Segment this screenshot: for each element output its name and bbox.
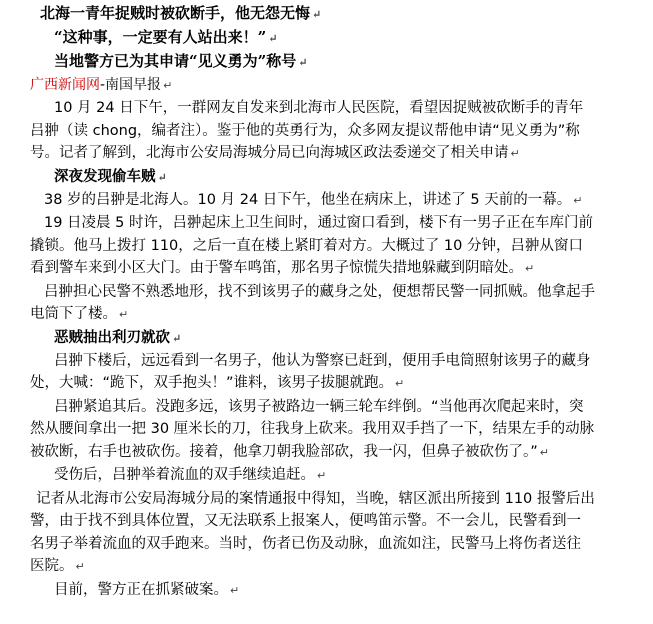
body-paragraph: 19 日凌晨 5 时许，吕翀起床上卫生间时，通过窗口看到，楼下有一男子正在车库门前撬锁。他马上拨打 110，之后一直在楼上紧盯着对方。大概过了 10 分钟，吕翀从窗口看到警车来到小区大门。由于警车鸣笛，那名男子惊慌失措地躲藏到阴暗处。 ↵ [30,215,594,276]
paragraph-mark-icon: ↵ [157,170,167,184]
paragraph-mark-icon: ↵ [539,445,549,459]
paragraph-mark-icon: ↵ [312,8,322,21]
headline-quote: “这种事，一定要有人站出来！” ↵ [54,28,278,46]
subheading-2: 恶贼抽出利刃就砍 ↵ [54,328,182,346]
body-paragraph: 记者从北海市公安局海城分局的案情通报中得知，当晚，辖区派出所接到 110 报警后出警，由于找不到具体位置，又无法联系上报案人，便鸣笛示警。不一会儿，民警看到一名男子举着流血的双手跑来。当时，伤者已伤及动脉，血流如注，民警马上将伤者送往医院。 ↵ [30,490,595,574]
paragraph-mark-icon: ↵ [268,32,278,45]
body-paragraph: 吕翀下楼后，远远看到一名男子，他认为警察已赶到，便用手电筒照射该男子的藏身处，大喊：“跪下，双手抱头！”谁料，该男子拔腿就跑。 ↵ [30,352,591,391]
paragraph-mark-icon: ↵ [172,331,182,345]
paragraph-mark-icon: ↵ [298,56,308,69]
paragraph-mark-icon: ↵ [119,308,129,321]
source-site-link[interactable]: 广西新闻网 [30,77,100,93]
paragraph-mark-icon: ↵ [395,377,405,390]
paragraph-mark-icon: ↵ [230,583,240,597]
paragraph-mark-icon: ↵ [573,193,583,207]
body-paragraph: 受伤后，吕翀举着流血的双手继续追赶。 ↵ [54,467,327,483]
headline-main: 北海一青年捉贼时被砍断手，他无怨无悔 ↵ [40,4,322,22]
source-line [30,74,595,97]
body-paragraph: 目前，警方正在抓紧破案。 ↵ [54,581,240,598]
paragraph-mark-icon: ↵ [510,147,520,160]
body-paragraph: 吕翀紧追其后。没跑多远，该男子被路边一辆三轮车绊倒。“当他再次爬起来时，突然从腰间拿出一把 30 厘米长的刀，往我身上砍来。我用双手挡了一下，结果左手的动脉被砍断，右手也被砍伤。接着，他拿刀朝我脸部砍，我一闪，但鼻子被砍伤了。” ↵ [30,398,595,460]
paragraph-mark-icon: ↵ [163,79,173,92]
body-paragraph: 38 岁的吕翀是北海人。10 月 24 日下午，他坐在病床上，讲述了 5 天前的一幕。 ↵ [44,191,583,208]
body-paragraph: 吕翀担心民警不熟悉地形，找不到该男子的藏身之处，便想帮民警一同抓贼。他拿起手电筒下了楼。 ↵ [30,283,595,322]
paragraph-mark-icon: ↵ [525,262,535,275]
subheading-1: 深夜发现偷车贼 ↵ [54,167,167,185]
headline-deck: 当地警方已为其申请“见义勇为”称号 ↵ [54,52,308,70]
paragraph-mark-icon: ↵ [75,560,85,573]
paragraph-mark-icon: ↵ [317,469,327,482]
body-paragraph: 10 月 24 日下午，一群网友自发来到北海市人民医院，看望因捉贼被砍断手的青年吕翀（读 chong，编者注）。鉴于他的英勇行为，众多网友提议帮他申请“见义勇为”称号。记者了解到，北海市公安局海城分局已向海城区政法委递交了相关申请 ↵ [30,100,584,161]
source-outlet: -南国早报 [100,77,162,93]
